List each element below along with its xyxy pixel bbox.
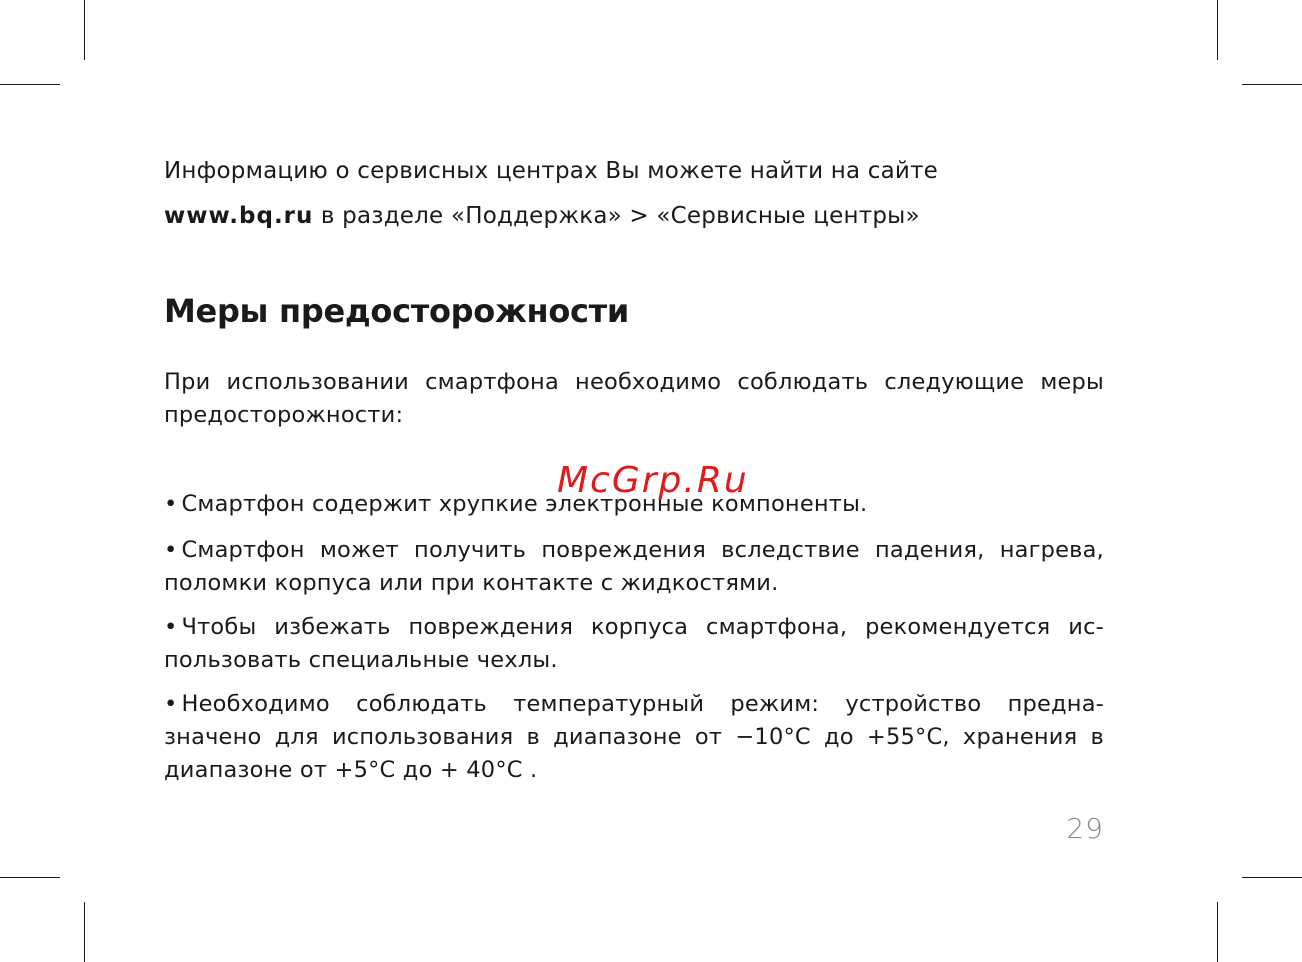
crop-mark-top-left-vertical — [84, 0, 85, 60]
bullet-marker: • — [164, 614, 178, 640]
bullet-text-1: Смартфон содержит хрупкие электронные компоненты. — [181, 491, 868, 517]
intro-text-1: Информацию о сервисных центрах Вы можете найти на сайте — [164, 158, 939, 184]
intro-line-2 — [164, 203, 920, 229]
crop-mark-bottom-left-horizontal — [0, 877, 60, 878]
intro-line-1 — [164, 158, 938, 184]
crop-mark-top-right-horizontal — [1242, 84, 1302, 85]
bullet-item-2 — [164, 534, 1104, 600]
bullet-text-4: Необходимо соблюдать температурный режим: устройство предна-значено для использования в диапазоне от −10°С до +55°С, хранения в диапазоне от +5°С до + 40°С . — [164, 691, 1104, 783]
intro-text-2: в разделе «Поддержка» > «Сервисные центры» — [313, 203, 920, 229]
website-link[interactable]: www.bq.ru — [164, 203, 314, 229]
bullet-text-3: Чтобы избежать повреждения корпуса смартфона, рекомендуется ис-пользовать специальные чехлы. — [164, 614, 1104, 673]
section-heading: Меры предосторожности — [164, 292, 630, 330]
crop-mark-bottom-right-vertical — [1217, 902, 1218, 962]
bullet-marker: • — [164, 491, 178, 517]
crop-mark-top-left-horizontal — [0, 84, 60, 85]
bullet-marker: • — [164, 691, 178, 717]
lead-paragraph: При использовании смартфона необходимо соблюдать следующие меры предосторожности: — [164, 369, 1104, 428]
crop-mark-top-right-vertical — [1217, 0, 1218, 60]
bullet-marker: • — [164, 537, 178, 563]
bullet-item-4 — [164, 688, 1104, 787]
watermark: McGrp.Ru — [557, 460, 749, 501]
bullet-text-2: Смартфон может получить повреждения вследствие падения, нагрева, поломки корпуса или при контакте с жидкостями. — [164, 537, 1104, 596]
bullet-item-3 — [164, 611, 1104, 677]
crop-mark-bottom-right-horizontal — [1242, 877, 1302, 878]
page-number: 29 — [1066, 812, 1104, 845]
crop-mark-bottom-left-vertical — [84, 902, 85, 962]
